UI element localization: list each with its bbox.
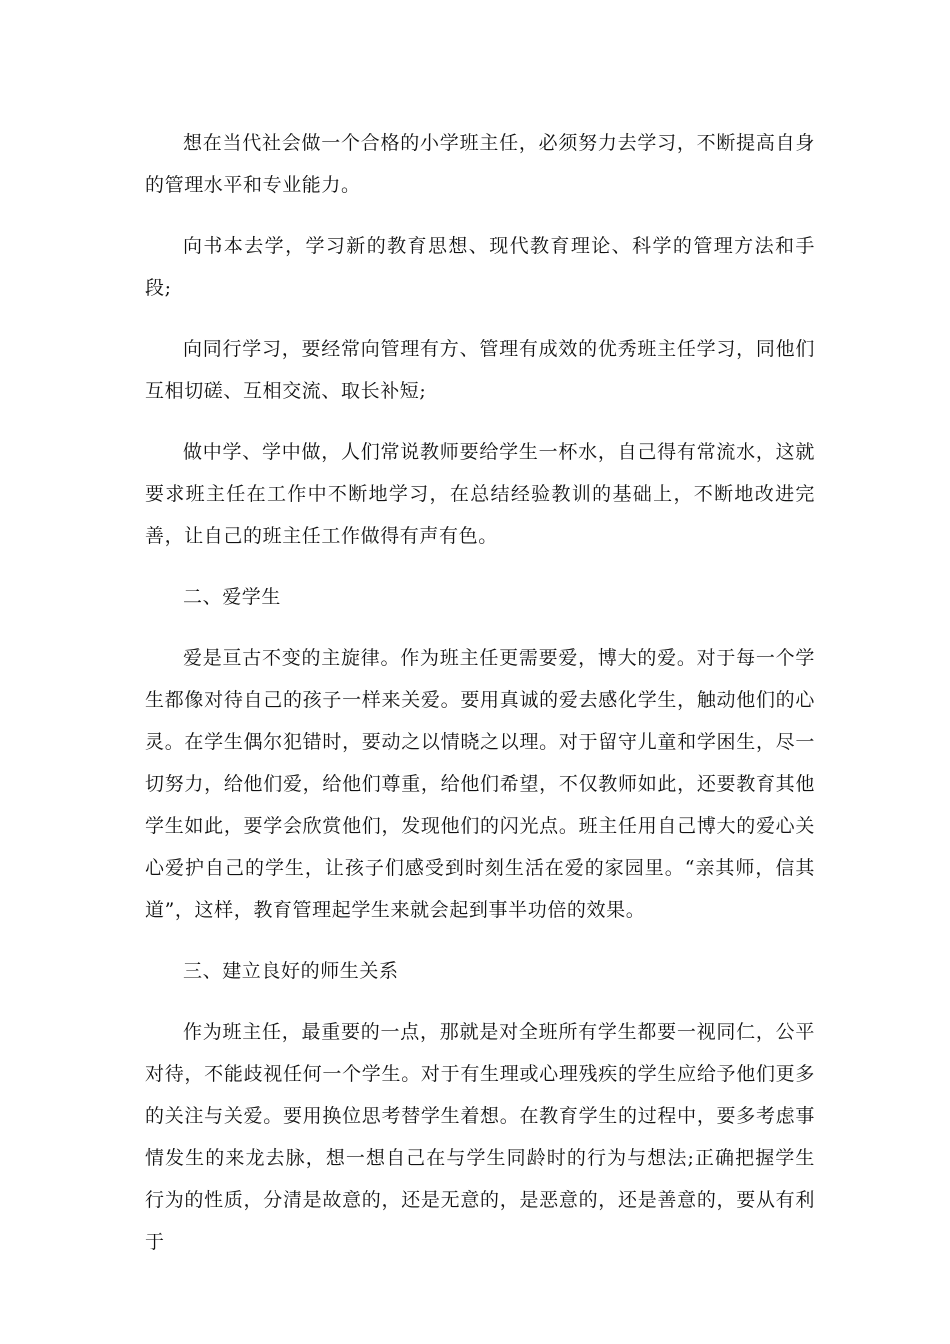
document-body [145,122,815,1263]
paragraph-learn-from-peers: 向同行学习，要经常向管理有方、管理有成效的优秀班主任学习，同他们互相切磋、互相交流、取长补短; [145,338,815,402]
section-heading-teacher-student-relationship: 三、建立良好的师生关系 [183,960,399,982]
section-heading-love-students: 二、爱学生 [183,586,282,608]
paragraph-learn-by-doing: 做中学、学中做，人们常说教师要给学生一杯水，自己得有常流水，这就要求班主任在工作中不断地学习，在总结经验教训的基础上，不断地改进完善，让自己的班主任工作做得有声有色。 [145,441,815,547]
paragraph-learn-from-books: 向书本去学，学习新的教育思想、现代教育理论、科学的管理方法和手段; [145,235,815,299]
paragraph-self-improvement: 想在当代社会做一个合格的小学班主任，必须努力去学习，不断提高自身的管理水平和专业能力。 [145,132,815,196]
paragraph-teacher-student-relationship: 作为班主任，最重要的一点，那就是对全班所有学生都要一视同仁，公平对待，不能歧视任何一个学生。对于有生理或心理残疾的学生应给予他们更多的关注与关爱。要用换位思考替学生着想。在教育学生的过程中，要多考虑事情发生的来龙去脉，想一想自己在与学生同龄时的行为与想法;正确把握学生行为的性质，分清是故意的，还是无意的，是恶意的，还是善意的，要从有利于 [145,1021,815,1253]
paragraph-love-students: 爱是亘古不变的主旋律。作为班主任更需要爱，博大的爱。对于每一个学生都像对待自己的孩子一样来关爱。要用真诚的爱去感化学生，触动他们的心灵。在学生偶尔犯错时，要动之以情晓之以理。对于留守儿童和学困生，尽一切努力，给他们爱，给他们尊重，给他们希望，不仅教师如此，还要教育其他学生如此，要学会欣赏他们，发现他们的闪光点。班主任用自己博大的爱心关心爱护自己的学生，让孩子们感受到时刻生活在爱的家园里。“亲其师，信其道”，这样，教育管理起学生来就会起到事半功倍的效果。 [145,647,815,921]
